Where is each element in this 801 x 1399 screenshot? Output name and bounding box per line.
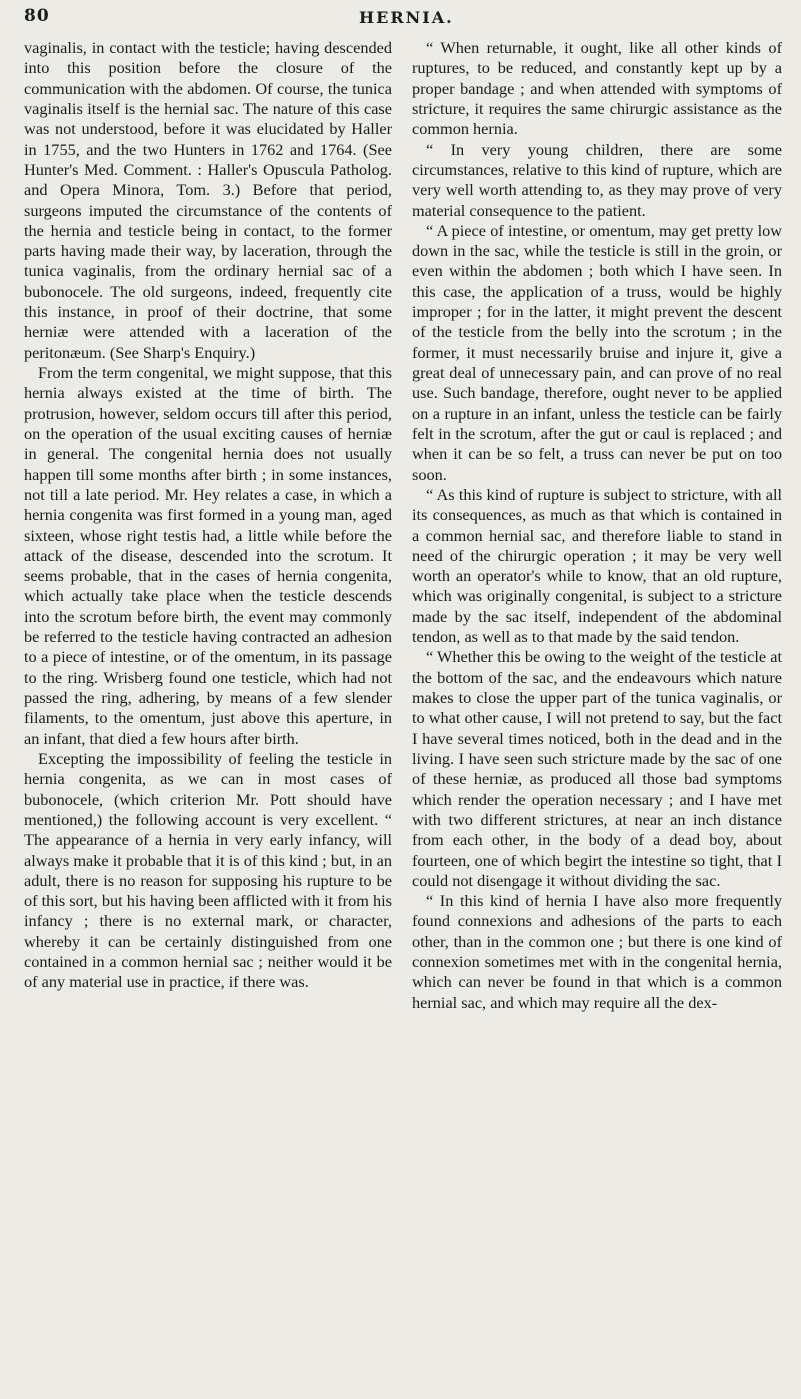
page-header xyxy=(24,6,784,36)
paragraph: “ In this kind of hernia I have also more frequently found connexions and adhesions of the parts to each other, than in the common one ; but there is one kind of connexion sometimes met with in the congenital hernia, which can never be found in that which is a common hernial sac, and which may require all the dex- xyxy=(412,891,782,1012)
paragraph: “ As this kind of rupture is subject to stricture, with all its consequences, as much as that which is contained in a common hernial sac, and therefore liable to stand in need of the chirurgic operation ; it may be very well worth an operator's while to know, that an old rupture, which was originally congenital, is subject to a stricture made by the sac itself, independent of the abdominal tendon, as well as to that made by the said tendon. xyxy=(412,484,782,647)
paragraph: Excepting the impossibility of feeling the testicle in hernia congenita, as we can in most cases of bubonocele, (which criterion Mr. Pott should have mentioned,) the following account is very excellent. “ The appearance of a hernia in very early infancy, will always make it probable that it is of this kind ; but, in an adult, there is no reason for supposing his rupture to be of this sort, but his having been afflicted with it from his infancy ; there is no external mark, or character, whereby it can be certainly distinguished from one contained in a common hernial sac ; neither would it be of any material use in practice, if there was. xyxy=(24,748,392,992)
paragraph: “ In very young children, there are some circumstances, relative to this kind of rupture, which are very well worth attending to, as they may prove of very material consequence to the patient. xyxy=(412,139,782,220)
running-title: HERNIA. xyxy=(359,8,454,27)
paragraph: “ Whether this be owing to the weight of the testicle at the bottom of the sac, and the endeavours which nature makes to close the upper part of the tunica vaginalis, or to what other cause, I will not pretend to say, but the fact I have several times noticed, both in the dead and in the living. I have seen such stricture made by the sac of one of these herniæ, as produced all those bad symptoms which render the operation necessary ; and I have met with two different strictures, at near an inch distance from each other, in the body of a dead boy, about fourteen, one of which begirt the intestine so tight, that I could not disengage it without dividing the sac. xyxy=(412,647,782,890)
paragraph: From the term congenital, we might suppose, that this hernia always existed at the time of birth. The protrusion, however, seldom occurs till after this period, on the operation of the usual exciting causes of herniæ in general. The congenital hernia does not usually happen till some months after birth ; in some instances, not till a late period. Mr. Hey relates a case, in which a hernia congenita was first formed in a young man, aged sixteen, whose right testis had, a little while before the attack of the disease, descended into the scrotum. It seems probable, that in the cases of hernia congenita, which actually take place when the testicle descends into the scrotum before birth, the event may commonly be referred to the testicle having contracted an adhesion to a piece of intestine, or of the omentum, in its passage to the ring. Wrisberg found one testicle, which had not passed the ring, adhering, by means of a few slender filaments, to the omentum, just above this aperture, in an infant, that died a few hours after birth. xyxy=(24,363,392,748)
page-number: 80 xyxy=(24,6,50,26)
paragraph: “ A piece of intestine, or omentum, may get pretty low down in the sac, while the testicle is still in the groin, or even within the abdomen ; both which I have seen. In this case, the application of a truss, would be highly improper ; for in the latter, it might prevent the descent of the testicle from the belly into the scrotum ; in the former, it must necessarily bruise and injure it, give a great deal of unnecessary pain, and can prove of no real use. Such bandage, therefore, ought never to be applied on a rupture in an infant, unless the testicle can be fairly felt in the scrotum, after the gut or caul is replaced ; and when it can be so felt, a truss can never be put on too soon. xyxy=(412,220,782,484)
right-column xyxy=(412,38,782,1013)
paragraph: vaginalis, in contact with the testicle; having descended into this position before the closure of the communication with the abdomen. Of course, the tunica vaginalis itself is the hernial sac. The nature of this case was not understood, before it was elucidated by Haller in 1755, and the two Hunters in 1762 and 1764. (See Hunter's Med. Comment. : Haller's Opuscula Patholog. and Opera Minora, Tom. 3.) Before that period, surgeons imputed the circumstance of the contents of the hernia and testicle being in contact, to the former parts having made their way, by laceration, through the tunica vaginalis, from the ordinary hernial sac of a bubonocele. The old surgeons, indeed, frequently cite this instance, in proof of their doctrine, that some herniæ were attended with a laceration of the peritonæum. (See Sharp's Enquiry.) xyxy=(24,38,392,362)
left-column xyxy=(24,38,392,993)
paragraph: “ When returnable, it ought, like all other kinds of ruptures, to be reduced, and constantly kept up by a proper bandage ; and when attended with symptoms of stricture, it requires the same chirurgic assistance as the common hernia. xyxy=(412,38,782,139)
